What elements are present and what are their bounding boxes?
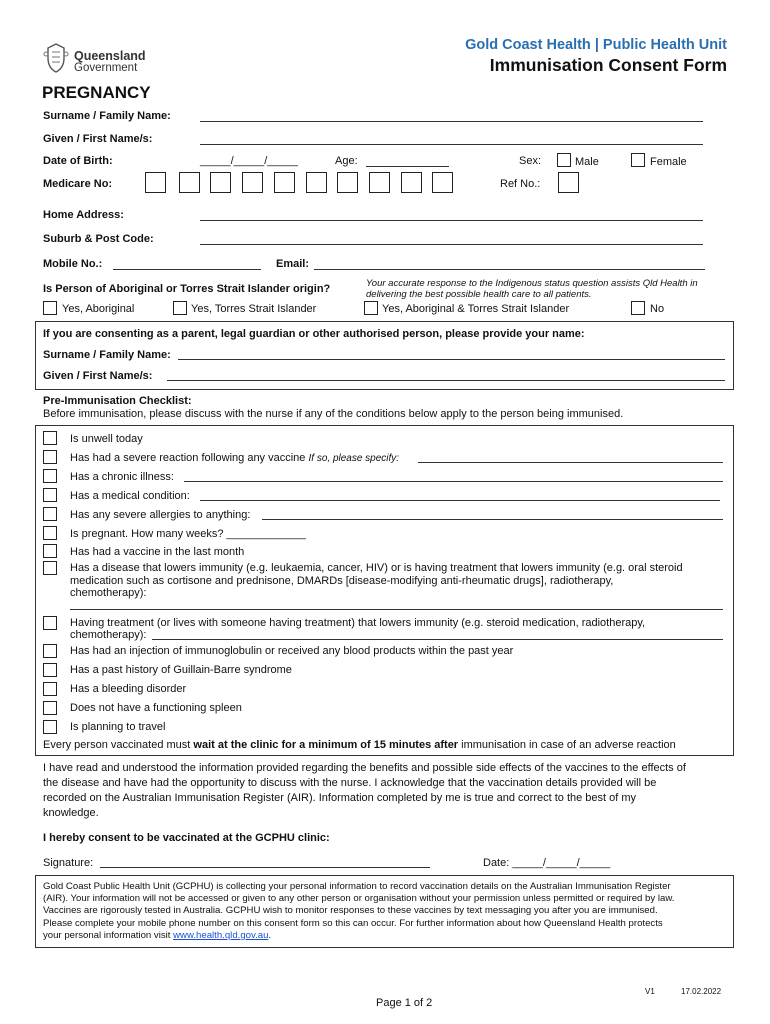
org-name [465, 37, 727, 53]
medicare-digit-box[interactable] [274, 172, 295, 193]
wait-notice-bold: wait at the clinic for a minimum of 15 minutes after [193, 739, 459, 751]
checklist-item-chronic-illness: Has a chronic illness: [70, 471, 174, 483]
female-checkbox[interactable] [631, 153, 645, 167]
checklist-checkbox[interactable] [43, 450, 57, 464]
checklist-checkbox[interactable] [43, 720, 57, 734]
form-title: Immunisation Consent Form [489, 55, 727, 75]
medicare-digit-box[interactable] [369, 172, 390, 193]
privacy-line-5 [43, 930, 271, 941]
both-label: Yes, Aboriginal & Torres Strait Islander [382, 303, 570, 315]
given-name-field[interactable] [200, 144, 703, 145]
checklist-intro: Before immunisation, please discuss with the nurse if any of the conditions below apply to the person being immunised. [43, 408, 624, 420]
version-date: 17.02.2022 [681, 987, 722, 996]
dob-label: Date of Birth: [43, 155, 113, 167]
male-label: Male [575, 156, 599, 168]
health-qld-link[interactable]: www.health.qld.gov.au [173, 930, 269, 941]
privacy-line-3: Vaccines are rigorously tested in Australia. GCPHU wish to monitor responses to these vaccines by text messaging you after you are immunised. [43, 905, 658, 916]
checklist-checkbox[interactable] [43, 663, 57, 677]
checklist-item-pregnant: Is pregnant. How many weeks? _____________ [70, 528, 307, 540]
org-separator: | [594, 37, 599, 53]
signature-field[interactable] [100, 867, 430, 868]
medicare-digit-box[interactable] [432, 172, 453, 193]
section-title: PREGNANCY [42, 83, 151, 102]
checklist-checkbox[interactable] [43, 431, 57, 445]
logo-text-queensland: Queensland [74, 49, 146, 63]
medicare-digit-box[interactable] [145, 172, 166, 193]
sex-label: Sex: [519, 155, 542, 167]
suburb-label: Suburb & Post Code: [43, 233, 154, 245]
checklist-checkbox[interactable] [43, 488, 57, 502]
indigenous-question: Is Person of Aboriginal or Torres Strait Islander origin? [43, 283, 331, 295]
allergies-field[interactable] [262, 519, 723, 520]
checklist-checkbox[interactable] [43, 644, 57, 658]
severe-reaction-text: Has had a severe reaction following any vaccine [70, 452, 306, 464]
medicare-digit-box[interactable] [179, 172, 200, 193]
declaration-line-4: knowledge. [43, 807, 99, 819]
indigenous-note-1: Your accurate response to the Indigenous status question assists Qld Health in [366, 278, 698, 289]
consent-statement: I hereby consent to be vaccinated at the GCPHU clinic: [43, 832, 330, 844]
medical-condition-field[interactable] [200, 500, 720, 501]
indigenous-note-2: delivering the best possible health care to all patients. [366, 289, 592, 300]
severe-specify-text: If so, please specify: [308, 453, 400, 464]
both-checkbox[interactable] [364, 301, 378, 315]
mobile-label: Mobile No.: [43, 258, 103, 270]
no-checkbox[interactable] [631, 301, 645, 315]
checklist-checkbox[interactable] [43, 701, 57, 715]
immunity-treatment-field[interactable] [152, 639, 723, 640]
chronic-illness-field[interactable] [184, 481, 723, 482]
age-label: Age: [335, 155, 358, 167]
medicare-digit-box[interactable] [306, 172, 327, 193]
checklist-item-recent-vaccine: Has had a vaccine in the last month [70, 546, 245, 558]
immunity-treatment-cont: chemotherapy): [70, 629, 147, 641]
medicare-digit-box[interactable] [242, 172, 263, 193]
surname-field[interactable] [200, 121, 703, 122]
declaration-line-2: the disease and have had the opportunity to discuss with the nurse. I acknowledge that the vaccination details provided will be [43, 777, 657, 789]
checklist-item-immunity-treatment: Having treatment (or lives with someone having treatment) that lowers immunity (e.g. steroid medication, radiotherapy, [70, 617, 646, 629]
checklist-item-severe-reaction [70, 452, 399, 464]
org-left: Gold Coast Health [465, 37, 591, 53]
checklist-checkbox[interactable] [43, 507, 57, 521]
female-label: Female [650, 156, 687, 168]
checklist-item-immunity-disease: Has a disease that lowers immunity (e.g. leukaemia, cancer, HIV) or is having treatment that lowers immunity (e.g. oral steroid [70, 562, 683, 574]
surname-label: Surname / Family Name: [43, 110, 171, 122]
crest-icon [42, 42, 70, 74]
checklist-checkbox[interactable] [43, 526, 57, 540]
email-field[interactable] [314, 269, 705, 270]
medicare-digit-box[interactable] [337, 172, 358, 193]
guardian-surname-field[interactable] [178, 359, 725, 360]
checklist-item-unwell: Is unwell today [70, 433, 143, 445]
tsi-checkbox[interactable] [173, 301, 187, 315]
immunity-disease-cont-1: medication such as cortisone and prednisone, DMARDs [disease-modifying anti-rheumatic drugs], radiotherapy, [70, 575, 614, 587]
aboriginal-checkbox[interactable] [43, 301, 57, 315]
home-address-label: Home Address: [43, 209, 124, 221]
given-name-label: Given / First Name/s: [43, 133, 153, 145]
signature-date[interactable]: Date: _____/_____/_____ [483, 857, 611, 869]
ref-label: Ref No.: [500, 178, 541, 190]
checklist-item-spleen: Does not have a functioning spleen [70, 702, 242, 714]
checklist-item-guillain-barre: Has a past history of Guillain-Barre syndrome [70, 664, 292, 676]
checklist-checkbox[interactable] [43, 616, 57, 630]
mobile-field[interactable] [113, 269, 261, 270]
declaration-line-1: I have read and understood the information provided regarding the benefits and possible side effects of the vaccines to the effects of [43, 762, 686, 774]
medicare-digit-box[interactable] [210, 172, 231, 193]
privacy-line-5-text: your personal information visit [43, 930, 171, 941]
checklist-item-travel: Is planning to travel [70, 721, 166, 733]
checklist-item-medical-condition: Has a medical condition: [70, 490, 190, 502]
checklist-checkbox[interactable] [43, 561, 57, 575]
org-right: Public Health Unit [602, 37, 727, 53]
home-address-field[interactable] [200, 220, 703, 221]
checklist-item-allergies: Has any severe allergies to anything: [70, 509, 251, 521]
queensland-government-logo [42, 42, 70, 77]
page-number: Page 1 of 2 [376, 997, 433, 1009]
guardian-surname-label: Surname / Family Name: [43, 349, 171, 361]
wait-notice-post: immunisation in case of an adverse reaction [461, 739, 676, 751]
no-label: No [650, 303, 665, 315]
signature-label: Signature: [43, 857, 94, 869]
version-label: V1 [645, 987, 655, 996]
checklist-item-bleeding-disorder: Has a bleeding disorder [70, 683, 187, 695]
checklist-item-immunoglobulin: Has had an injection of immunoglobulin or received any blood products within the past year [70, 645, 514, 657]
email-label: Email: [276, 258, 310, 270]
guardian-given-field[interactable] [167, 380, 725, 381]
privacy-line-1: Gold Coast Public Health Unit (GCPHU) is collecting your personal information to record vaccination details on the Australian Immunisation Register [43, 881, 671, 892]
immunity-disease-field[interactable] [70, 609, 723, 610]
aboriginal-label: Yes, Aboriginal [62, 303, 135, 315]
severe-reaction-field[interactable] [418, 462, 723, 463]
age-field[interactable] [366, 166, 449, 167]
male-checkbox[interactable] [557, 153, 571, 167]
checklist-checkbox[interactable] [43, 682, 57, 696]
declaration-line-3: recorded on the Australian Immunisation Register (AIR). Information completed by me is true and correct to the best of my [43, 792, 637, 804]
suburb-field[interactable] [200, 244, 703, 245]
medicare-label: Medicare No: [43, 178, 113, 190]
privacy-line-5-end: . [268, 930, 272, 941]
checklist-checkbox[interactable] [43, 544, 57, 558]
privacy-line-2: (AIR). Your information will not be accessed or given to any other person or organisation without your permission unless permitted or required by law. [43, 893, 675, 904]
tsi-label: Yes, Torres Strait Islander [191, 303, 317, 315]
wait-notice [43, 739, 676, 751]
privacy-line-4: Please complete your mobile phone number on this consent form so this can occur. For further information about how Queensland Health protects [43, 918, 663, 929]
checklist-checkbox[interactable] [43, 469, 57, 483]
ref-box[interactable] [558, 172, 579, 193]
immunity-disease-cont-2: chemotherapy): [70, 587, 147, 599]
dob-field[interactable]: _____/_____/_____ [200, 155, 298, 167]
wait-notice-pre: Every person vaccinated must [43, 739, 191, 751]
logo-text-government: Government [74, 62, 138, 74]
guardian-heading: If you are consenting as a parent, legal guardian or other authorised person, please provide your name: [43, 328, 585, 340]
checklist-title: Pre-Immunisation Checklist: [43, 395, 192, 407]
guardian-given-label: Given / First Name/s: [43, 370, 153, 382]
medicare-digit-box[interactable] [401, 172, 422, 193]
